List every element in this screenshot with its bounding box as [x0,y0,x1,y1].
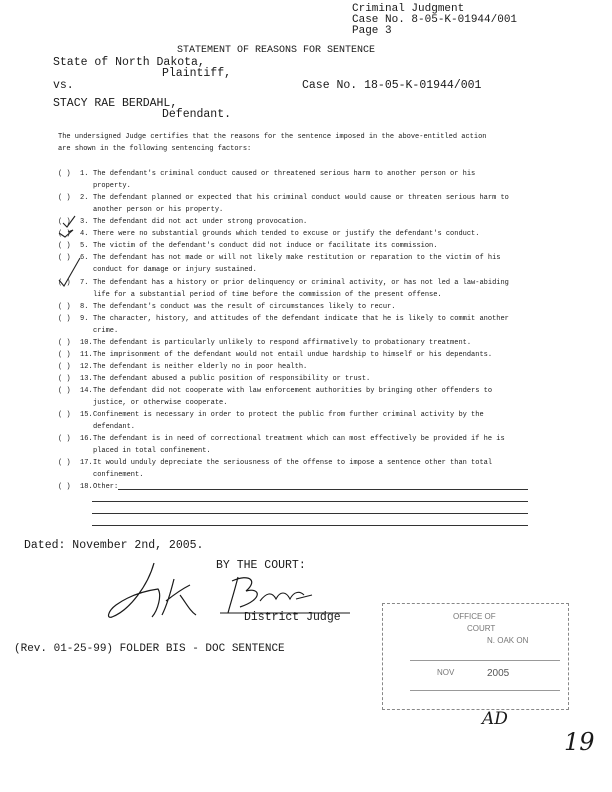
factor-text-line: The defendant did not cooperate with law enforcement authorities by bringing other offenders to [93,387,493,395]
factor-checkbox: ( ) [58,230,71,238]
factor-number: 16. [80,435,93,443]
check-mark-icon [59,258,80,286]
factor-text-line: There were no substantial grounds which tended to excuse or justify the defendant's conduct. [93,230,480,238]
stamp-line: COURT [467,624,496,633]
other-blank-line [92,513,528,514]
caption-plaintiff: Plaintiff, [162,67,232,80]
stamp-divider [410,690,560,691]
factor-text-line: Confinement is necessary in order to protect the public from further criminal activity by the [93,411,484,419]
factor-checkbox: ( ) [58,459,71,467]
factor-checkbox: ( ) [58,218,71,226]
document-title: STATEMENT OF REASONS FOR SENTENCE [177,45,376,56]
factor-checkbox: ( ) [58,279,71,287]
other-blank-line [92,525,528,526]
stamp-month: NOV [437,668,455,677]
caption-defendant-label: Defendant. [162,108,232,121]
factor-text-line: The defendant's conduct was the result of circumstances likely to recur. [93,303,396,311]
factor-number: 10. [80,339,93,347]
factor-checkbox: ( ) [58,194,71,202]
stamp-line: N. OAK ON [487,636,529,645]
factor-checkbox: ( ) [58,375,71,383]
check-mark-icon [59,230,73,237]
factor-text-line: confinement. [93,471,144,479]
factor-checkbox: ( ) [58,387,71,395]
by-the-court: BY THE COURT: [216,559,306,572]
stamp-line: OFFICE OF [453,612,496,621]
factor-text-line: The defendant planned or expected that his criminal conduct would cause or threaten serious harm to [93,194,509,202]
factor-checkbox: ( ) [58,303,71,311]
factor-text-line: placed in total confinement. [93,447,211,455]
factor-checkbox: ( ) [58,351,71,359]
factor-checkbox: ( ) [58,315,71,323]
factor-text-line: property. [93,182,131,190]
form-footer: (Rev. 01-25-99) FOLDER BIS - DOC SENTENCE [14,643,285,655]
factor-text-line: The defendant is particularly unlikely to respond affirmatively to probationary treatment. [93,339,472,347]
factor-text-line: crime. [93,327,119,335]
factor-text-line: The defendant abused a public position of responsibility or trust. [93,375,371,383]
factor-text-line: conduct for damage or injury sustained. [93,266,257,274]
factor-text-line: The defendant has a history or prior delinquency or criminal activity, or has not led a law-abiding [93,279,509,287]
caption-case-no: Case No. 18-05-K-01944/001 [302,79,482,92]
header-doc-type: Criminal Judgment [352,3,465,15]
factor-text-line: It would unduly depreciate the seriousness of the offense to impose a sentence other than total [93,459,493,467]
factor-number: 8. [80,303,89,311]
factor-number: 15. [80,411,93,419]
factor-check-marks [56,212,116,292]
factor-text-line: justice, or otherwise cooperate. [93,399,228,407]
check-mark-icon [63,216,75,227]
factor-text-line: life for a substantial period of time before the commission of the present offense. [93,291,442,299]
signer-title: District Judge [244,611,341,624]
factor-text-line: The defendant is neither elderly no in poor health. [93,363,308,371]
factor-text-line: The imprisonment of the defendant would not entail undue hardship to himself or his dependants. [93,351,493,359]
factor-number: 12. [80,363,93,371]
factor-checkbox: ( ) [58,363,71,371]
handwritten-page-number: 19 [564,728,595,756]
factor-text-line: The defendant is in need of correctional treatment which can most effectively be provided if he is [93,435,505,443]
factor-text-line: Other: [93,483,119,491]
factor-number: 17. [80,459,93,467]
factor-number: 3. [80,218,89,226]
factor-number: 14. [80,387,93,395]
factor-text-line: The defendant has not made or will not likely make restitution or reparation to the victim of his [93,254,501,262]
factor-text-line: The victim of the defendant's conduct did not induce or facilitate its commission. [93,242,438,250]
factor-number: 7. [80,279,89,287]
header-case-no: Case No. 8-05-K-01944/001 [352,14,518,26]
factor-text-line: The defendant did not act under strong provocation. [93,218,308,226]
factor-checkbox: ( ) [58,339,71,347]
factor-checkbox: ( ) [58,242,71,250]
factor-checkbox: ( ) [58,483,71,491]
caption-defendant-name: STACY RAE BERDAHL, [53,97,178,110]
factor-number: 5. [80,242,89,250]
stamp-year: 2005 [487,668,510,679]
other-blank-line [92,501,528,502]
factor-number: 9. [80,315,89,323]
intro-line: are shown in the following sentencing factors: [58,145,252,153]
stamp-divider [410,660,560,661]
factor-number: 18. [80,483,93,491]
header-page: Page 3 [352,25,392,37]
handwritten-initials: AD [482,709,508,729]
intro-line: The undersigned Judge certifies that the reasons for the sentence imposed in the above-entitled action [58,133,487,141]
factor-checkbox: ( ) [58,411,71,419]
factor-checkbox: ( ) [58,254,71,262]
caption-state: State of North Dakota, [53,56,205,69]
factor-text-line: another person or his property. [93,206,224,214]
dated-line: Dated: November 2nd, 2005. [24,539,204,552]
factor-number: 13. [80,375,93,383]
factor-checkbox: ( ) [58,170,71,178]
factor-number: 1. [80,170,89,178]
caption-vs: vs. [53,79,74,92]
factor-text-line: The defendant's criminal conduct caused or threatened serious harm to another person or his [93,170,476,178]
factor-checkbox: ( ) [58,435,71,443]
other-blank-line [118,489,528,490]
received-stamp [382,603,569,710]
factor-number: 6. [80,254,89,262]
factor-number: 4. [80,230,89,238]
factor-number: 2. [80,194,89,202]
factor-number: 11. [80,351,93,359]
factor-text-line: The character, history, and attitudes of the defendant indicate that he is likely to commit another [93,315,509,323]
factor-text-line: defendant. [93,423,136,431]
